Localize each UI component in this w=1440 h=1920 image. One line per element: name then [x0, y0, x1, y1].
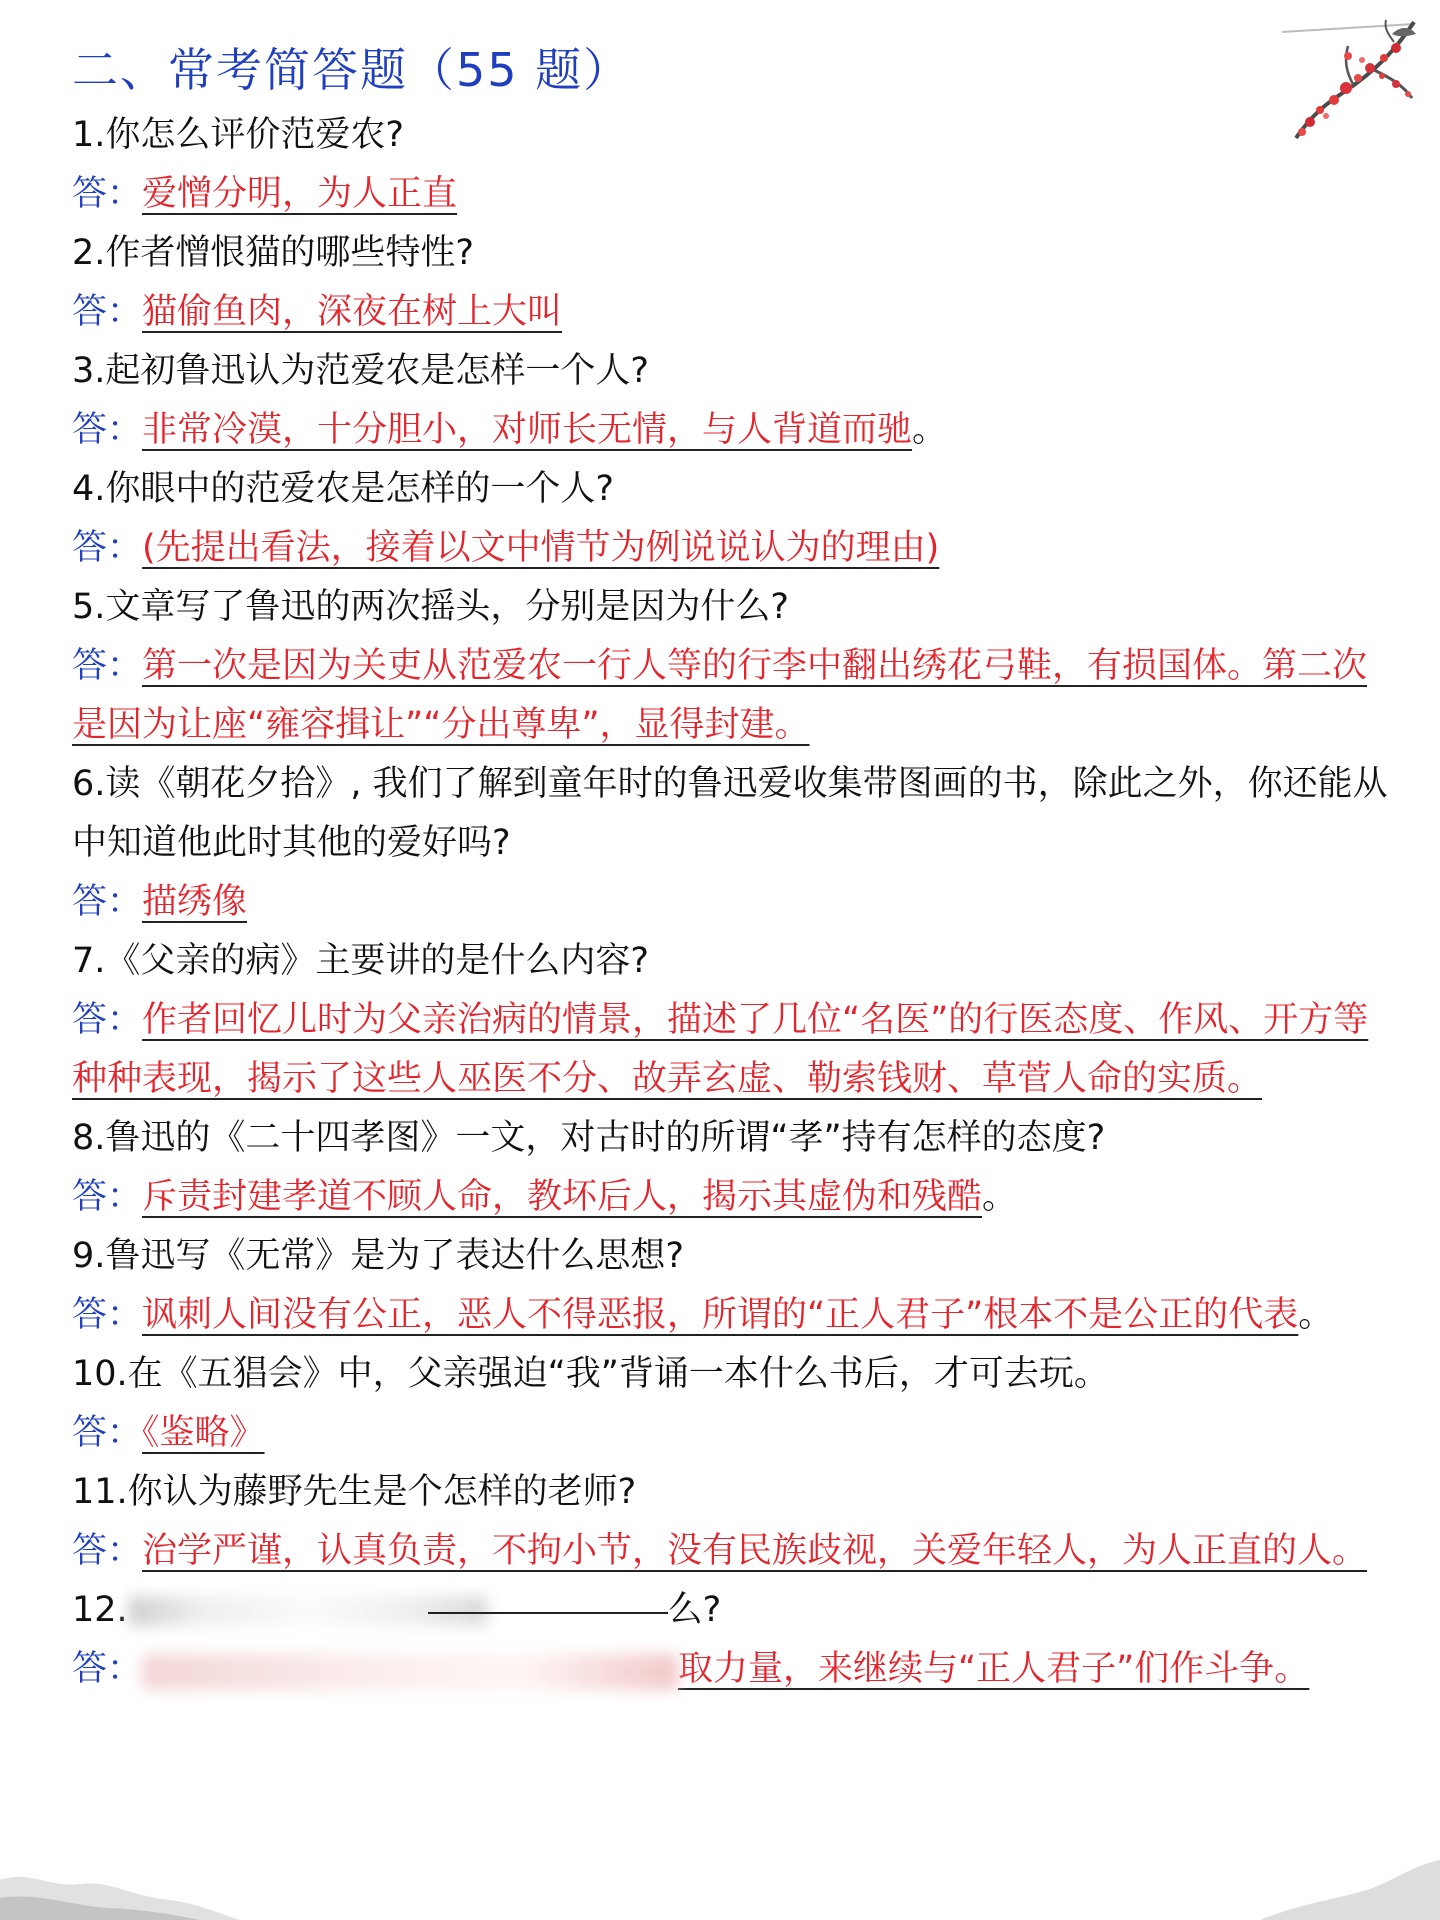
answer-label: 答：: [72, 1000, 143, 1040]
ink-wash-decoration-icon: [0, 1810, 240, 1920]
question: 6.读《朝花夕拾》, 我们了解到童年时的鲁迅爱收集带图画的书，除此之外，你还能从中知道他此时其他的爱好吗?: [72, 764, 1388, 863]
answer-label: 答：: [72, 1531, 143, 1571]
answer-text: 作者回忆儿时为父亲治病的情景，描述了几位“名医”的行医态度、作风、开方等种种表现，揭示了这些人巫医不分、故弄玄虚、勒索钱财、草菅人命的实质。: [72, 1000, 1369, 1099]
answer-text: 第一次是因为关吏从范爱农一行人等的行李中翻出绣花弓鞋，有损国体。第二次是因为让座“雍容揖让”“分出尊卑”，显得封建。: [72, 646, 1368, 745]
qa-item-4: [72, 460, 1392, 578]
question-prefix: 12.: [72, 1590, 128, 1630]
answer-trail: 。: [912, 410, 948, 450]
answer-trail: 。: [982, 1177, 1018, 1217]
qa-item-10: [72, 1345, 1392, 1463]
blur-overlay: [142, 1654, 678, 1690]
question: 7.《父亲的病》主要讲的是什么内容?: [72, 941, 649, 981]
qa-item-5: [72, 578, 1392, 755]
answer-text: 《鉴略》: [142, 1413, 265, 1453]
question: 3.起初鲁迅认为范爱农是怎样一个人?: [72, 351, 649, 391]
qa-item-11: [72, 1463, 1392, 1581]
answer-label: 答：: [72, 646, 143, 686]
qa-list: [72, 106, 1392, 1699]
question: 4.你眼中的范爱农是怎样的一个人?: [72, 469, 614, 509]
answer: [72, 873, 1392, 932]
answer: [72, 1522, 1392, 1581]
answer-text: 治学严谨，认真负责，不拘小节，没有民族歧视，关爱年轻人，为人正直的人。: [142, 1531, 1368, 1571]
blur-overlay: [128, 1596, 488, 1626]
answer-text: 取力量，来继续与“正人君子”们作斗争。: [678, 1649, 1310, 1689]
qa-item-1: [72, 106, 1392, 224]
page-title: 二、常考简答题（55 题）: [72, 43, 632, 97]
qa-item-3: [72, 342, 1392, 460]
question: 5.文章写了鲁迅的两次摇头，分别是因为什么?: [72, 587, 789, 627]
obscured-underline: [428, 1612, 668, 1614]
answer-label: 答：: [72, 410, 143, 450]
answer-text: 描绣像: [142, 882, 248, 922]
answer: [72, 165, 1392, 224]
answer-text: (先提出看法，接着以文中情节为例说说认为的理由): [142, 528, 940, 568]
answer-text: 猫偷鱼肉，深夜在树上大叫: [142, 292, 563, 332]
qa-item-7: [72, 932, 1392, 1109]
answer: [72, 283, 1392, 342]
qa-item-9: [72, 1227, 1392, 1345]
answer: [72, 519, 1392, 578]
answer-label: 答：: [72, 1649, 143, 1689]
answer-label: 答：: [72, 1295, 143, 1335]
question-obscured-gap: [128, 1596, 668, 1626]
question: 2.作者憎恨猫的哪些特性?: [72, 233, 474, 273]
answer-label: 答：: [72, 882, 143, 922]
answer: [72, 1168, 1392, 1227]
question-partial: [72, 1581, 1392, 1640]
question: 9.鲁迅写《无常》是为了表达什么思想?: [72, 1236, 684, 1276]
answer-text: 讽刺人间没有公正，恶人不得恶报，所谓的“正人君子”根本不是公正的代表: [142, 1295, 1299, 1335]
question-suffix: 么?: [667, 1590, 722, 1630]
qa-item-12-partial: [72, 1581, 1392, 1699]
answer: [72, 991, 1392, 1109]
answer-label: 答：: [72, 292, 143, 332]
question: 10.在《五猖会》中，父亲强迫“我”背诵一本什么书后，才可去玩。: [72, 1354, 1109, 1394]
answer-text: 斥责封建孝道不顾人命，教坏后人，揭示其虚伪和残酷: [142, 1177, 983, 1217]
answer-label: 答：: [72, 174, 143, 214]
answer: [72, 1286, 1392, 1345]
answer-obscured-gap: [142, 1650, 678, 1690]
qa-item-8: [72, 1109, 1392, 1227]
question: 1.你怎么评价范爱农?: [72, 115, 404, 155]
answer: [72, 1404, 1392, 1463]
answer-text: 爱憎分明，为人正直: [142, 174, 458, 214]
answer-partial: [72, 1640, 1392, 1699]
answer-trail: 。: [1298, 1295, 1334, 1335]
answer: [72, 401, 1392, 460]
answer: [72, 637, 1392, 755]
answer-text: 非常冷漠，十分胆小，对师长无情，与人背道而驰: [142, 410, 913, 450]
answer-label: 答：: [72, 1413, 143, 1453]
answer-label: 答：: [72, 528, 143, 568]
qa-item-6: [72, 755, 1392, 932]
answer-label: 答：: [72, 1177, 143, 1217]
question: 8.鲁迅的《二十四孝图》一文，对古时的所谓“孝”持有怎样的态度?: [72, 1118, 1106, 1158]
ink-wash-decoration-icon: [1240, 1840, 1440, 1920]
qa-item-2: [72, 224, 1392, 342]
question: 11.你认为藤野先生是个怎样的老师?: [72, 1472, 637, 1512]
